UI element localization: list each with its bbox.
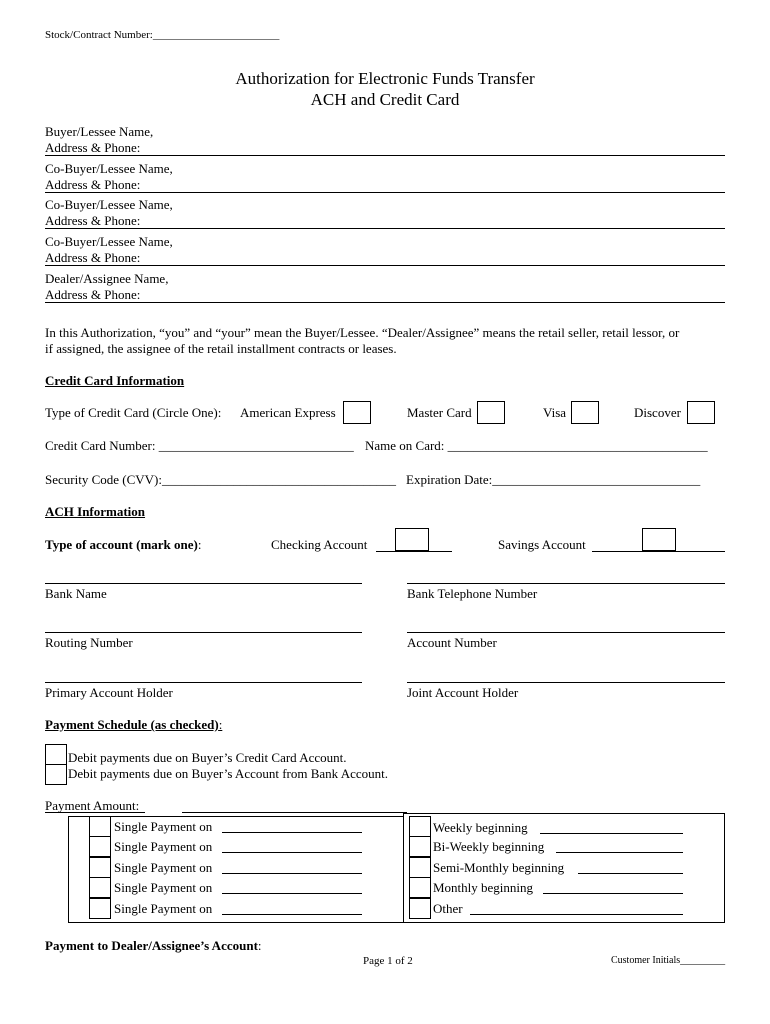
joint-holder-line[interactable] [407, 682, 725, 683]
schedule-heading-colon: : [218, 717, 223, 732]
single-payment-2-label: Single Payment on [114, 839, 213, 854]
amex-checkbox[interactable] [343, 401, 371, 424]
weekly-checkbox[interactable] [409, 816, 431, 837]
account-number-label: Account Number [407, 635, 497, 650]
debit-credit-card-checkbox[interactable] [45, 744, 67, 765]
dealer-address-label: Address & Phone: [45, 287, 141, 302]
page-number: Page 1 of 2 [363, 955, 413, 967]
card-number-field[interactable]: Credit Card Number: ______________________________ [45, 438, 354, 453]
dealer-name-label: Dealer/Assignee Name, [45, 271, 169, 286]
discover-checkbox[interactable] [687, 401, 715, 424]
monthly-line[interactable] [543, 893, 683, 894]
primary-holder-line[interactable] [45, 682, 362, 683]
other-checkbox[interactable] [409, 898, 431, 919]
expiration-field[interactable]: Expiration Date:________________________________ [406, 472, 701, 487]
bank-name-line[interactable] [45, 583, 362, 584]
other-label: Other [433, 901, 463, 916]
payment-amount-label-underline [45, 812, 145, 813]
biweekly-label: Bi-Weekly beginning [433, 839, 545, 854]
name-on-card-field[interactable]: Name on Card: ________________________________________ [365, 438, 708, 453]
semimonthly-checkbox[interactable] [409, 857, 431, 878]
other-line[interactable] [470, 914, 683, 915]
intro-line-1: In this Authorization, “you” and “your” mean the Buyer/Lessee. “Dealer/Assignee” means the retail seller, retail lessor, or [45, 325, 680, 340]
bank-phone-line[interactable] [407, 583, 725, 584]
single-payment-3-checkbox[interactable] [89, 857, 111, 878]
bank-phone-label: Bank Telephone Number [407, 586, 538, 601]
monthly-label: Monthly beginning [433, 880, 534, 895]
checking-checkbox[interactable] [395, 528, 429, 551]
debit-credit-card-label: Debit payments due on Buyer’s Credit Card Account. [68, 750, 347, 765]
debit-bank-account-checkbox[interactable] [45, 764, 67, 785]
dealer-account-label [45, 938, 262, 954]
single-payment-1-checkbox[interactable] [89, 816, 111, 837]
customer-initials-field[interactable]: Customer Initials_________ [611, 955, 726, 966]
schedule-heading [45, 717, 222, 733]
weekly-label: Weekly beginning [433, 820, 528, 835]
single-payment-5-checkbox[interactable] [89, 898, 111, 919]
form-subtitle: ACH and Credit Card [310, 90, 460, 109]
cobuyer2-line[interactable] [45, 228, 725, 229]
cobuyer1-address-label: Address & Phone: [45, 177, 141, 192]
semimonthly-line[interactable] [578, 873, 683, 874]
monthly-checkbox[interactable] [409, 877, 431, 898]
cobuyer1-line[interactable] [45, 192, 725, 193]
cobuyer3-line[interactable] [45, 265, 725, 266]
visa-checkbox[interactable] [571, 401, 599, 424]
checking-underline [376, 551, 452, 552]
semimonthly-label: Semi-Monthly beginning [433, 860, 565, 875]
primary-holder-label: Primary Account Holder [45, 685, 173, 700]
account-type-colon: : [197, 537, 202, 552]
schedule-heading-text: Payment Schedule (as checked) [45, 717, 219, 732]
discover-label: Discover [634, 405, 681, 420]
single-payment-5-line[interactable] [222, 914, 362, 915]
credit-card-heading: Credit Card Information [45, 373, 185, 388]
debit-bank-account-label: Debit payments due on Buyer’s Account from Bank Account. [68, 766, 389, 781]
mastercard-checkbox[interactable] [477, 401, 505, 424]
routing-number-line[interactable] [45, 632, 362, 633]
dealer-account-text: Payment to Dealer/Assignee’s Account [45, 938, 258, 953]
cobuyer3-name-label: Co-Buyer/Lessee Name, [45, 234, 173, 249]
savings-checkbox[interactable] [642, 528, 676, 551]
single-payment-2-checkbox[interactable] [89, 836, 111, 857]
card-type-label: Type of Credit Card (Circle One): [45, 405, 222, 420]
savings-label: Savings Account [498, 537, 586, 552]
ach-heading: ACH Information [45, 504, 146, 519]
form-title: Authorization for Electronic Funds Transfer [235, 69, 535, 88]
single-payment-3-label: Single Payment on [114, 860, 213, 875]
single-payment-4-checkbox[interactable] [89, 877, 111, 898]
routing-number-label: Routing Number [45, 635, 133, 650]
stock-contract-number-label: Stock/Contract Number:_______________________ [45, 29, 280, 41]
biweekly-line[interactable] [556, 852, 683, 853]
single-payment-2-line[interactable] [222, 852, 362, 853]
cobuyer1-name-label: Co-Buyer/Lessee Name, [45, 161, 173, 176]
visa-label: Visa [543, 405, 567, 420]
weekly-line[interactable] [540, 833, 683, 834]
single-payment-3-line[interactable] [222, 873, 362, 874]
buyer-address-label: Address & Phone: [45, 140, 141, 155]
cvv-field[interactable]: Security Code (CVV):____________________________________ [45, 472, 396, 487]
cobuyer3-address-label: Address & Phone: [45, 250, 141, 265]
bank-name-label: Bank Name [45, 586, 107, 601]
account-type-text: Type of account (mark one) [45, 537, 198, 552]
payment-amount-label: Payment Amount: [45, 798, 140, 813]
buyer-signature-line[interactable] [45, 155, 725, 156]
joint-holder-label: Joint Account Holder [407, 685, 519, 700]
intro-line-2: if assigned, the assignee of the retail installment contracts or leases. [45, 341, 397, 356]
mastercard-label: Master Card [407, 405, 472, 420]
single-payment-1-label: Single Payment on [114, 819, 213, 834]
cobuyer2-address-label: Address & Phone: [45, 213, 141, 228]
biweekly-checkbox[interactable] [409, 836, 431, 857]
single-payment-1-line[interactable] [222, 832, 362, 833]
cobuyer2-name-label: Co-Buyer/Lessee Name, [45, 197, 173, 212]
account-type-label [45, 537, 201, 553]
single-payment-5-label: Single Payment on [114, 901, 213, 916]
payment-amount-line[interactable] [182, 812, 407, 813]
savings-underline [592, 551, 725, 552]
account-number-line[interactable] [407, 632, 725, 633]
single-payment-4-label: Single Payment on [114, 880, 213, 895]
amex-label: American Express [240, 405, 336, 420]
single-payment-4-line[interactable] [222, 893, 362, 894]
dealer-account-colon: : [257, 938, 262, 953]
checking-label: Checking Account [271, 537, 368, 552]
buyer-name-label: Buyer/Lessee Name, [45, 124, 154, 139]
dealer-line[interactable] [45, 302, 725, 303]
